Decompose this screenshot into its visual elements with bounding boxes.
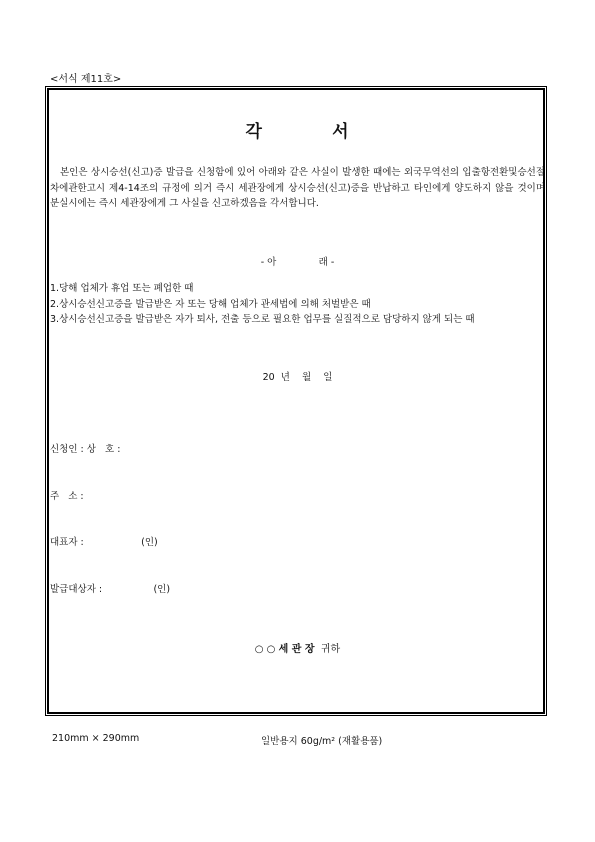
addressee-prefix: ○ ○ [254,644,279,655]
date-line: 20 년 월 일 [262,372,333,383]
paper-size-note: 210mm × 290mm [52,733,140,744]
applicant-address-field: 주 소 : [50,490,84,502]
applicant-representative-field: 대표자 : (인) [50,537,158,548]
pledge-body-text: 본인은 상시승선(신고)증 발급을 신청함에 있어 아래와 같은 사실이 발생한 때에는 외국무역선의 입출항전환및승선절차에관한고시 제4-14조의 규정에 의거 즉시 세관장에게 상시승선(신고)증을 반납하고 타인에게 양도하지 않을 것이며 분실시에는 즉시 세관장에게 그 사실을 신고하겠음을 각서합니다. [50,167,545,209]
condition-item: 1.당해 업체가 휴업 또는 폐업한 때 [50,283,194,294]
applicant-issuee-field: 발급대상자 : (인) [50,583,171,595]
addressee-line [0,640,595,655]
condition-item: 3.상시승선신고증을 발급받은 자가 퇴사, 전출 등으로 필요한 업무를 실질적으로 담당하지 않게 되는 때 [50,314,475,325]
form-number: <서식 제11호> [50,74,122,85]
condition-item: 2.상시승선신고증을 발급받은 자 또는 당해 업체가 관세법에 의해 처벌받은 때 [50,298,371,310]
paper-type-note: 일반용지 60g/m² (재활용품) [261,736,383,747]
applicant-block [50,411,350,613]
addressee-suffix: 귀하 [314,644,341,655]
conditions-list [50,281,545,328]
addressee-office: 세 관 장 [278,644,315,655]
document-title: 각 서 [245,122,350,142]
notice-heading: - 아 래 - [260,257,335,268]
applicant-company-field: 신청인 : 상 호 : [50,444,121,455]
